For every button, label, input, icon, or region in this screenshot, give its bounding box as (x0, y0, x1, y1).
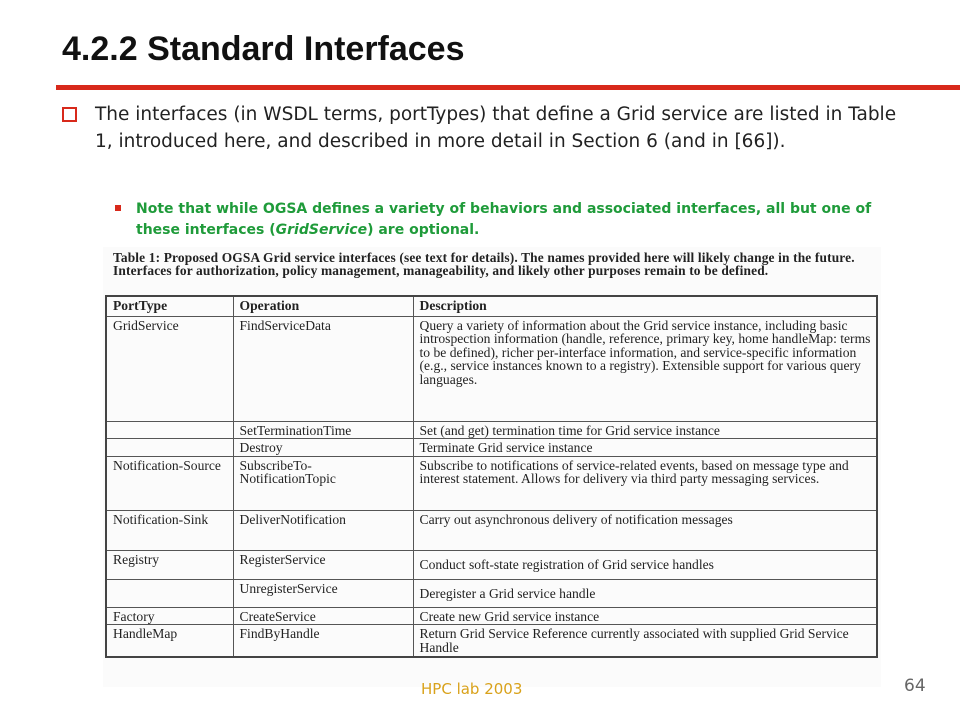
cell-porttype: Notification-Sink (106, 510, 233, 550)
cell-operation: UnregisterService (233, 579, 413, 607)
main-bullet (62, 101, 907, 155)
table-row (106, 456, 877, 510)
cell-operation: SubscribeTo-NotificationTopic (233, 456, 413, 510)
table-header-row (106, 296, 877, 317)
table-row (106, 422, 877, 439)
cell-operation: FindServiceData (233, 317, 413, 422)
table-row (106, 579, 877, 607)
cell-porttype: Factory (106, 607, 233, 624)
cell-description: Terminate Grid service instance (413, 439, 877, 456)
sub-bullet-prefix: Note that while OGSA defines a variety of behaviors and associated interfaces, all but one of these interfaces ( (136, 201, 872, 238)
table-row (106, 607, 877, 624)
cell-description: Deregister a Grid service handle (413, 579, 877, 607)
cell-porttype (106, 579, 233, 607)
checkbox-bullet-icon (62, 107, 77, 122)
cell-operation: DeliverNotification (233, 510, 413, 550)
cell-description: Conduct soft-state registration of Grid service handles (413, 550, 877, 579)
table-row (106, 625, 877, 657)
table-row (106, 510, 877, 550)
header-porttype: PortType (106, 296, 233, 317)
table-row (106, 439, 877, 456)
cell-porttype (106, 439, 233, 456)
cell-operation: FindByHandle (233, 625, 413, 657)
cell-porttype: GridService (106, 317, 233, 422)
square-bullet-icon (115, 205, 121, 211)
page-number: 64 (904, 676, 926, 696)
table-figure (103, 247, 881, 687)
footer-lab-label: HPC lab 2003 (421, 680, 523, 698)
cell-description: Set (and get) termination time for Grid service instance (413, 422, 877, 439)
cell-operation: Destroy (233, 439, 413, 456)
cell-operation: SetTerminationTime (233, 422, 413, 439)
cell-porttype (106, 422, 233, 439)
table-caption: Table 1: Proposed OGSA Grid service interfaces (see text for details). The names provided here will likely change in the future. Interfaces for authorization, policy management, manageability, and likely other purposes remain to be defined. (113, 250, 855, 278)
header-description: Description (413, 296, 877, 317)
cell-description: Create new Grid service instance (413, 607, 877, 624)
sub-bullet-suffix: ) are optional. (367, 222, 480, 238)
cell-porttype: Notification-Source (106, 456, 233, 510)
sub-bullet (115, 199, 895, 241)
cell-operation: RegisterService (233, 550, 413, 579)
table-row (106, 317, 877, 422)
cell-description: Query a variety of information about the Grid service instance, including basic introspection information (handle, reference, primary key, home handleMap: terms to be defined), richer per-interface information, and service-specific information (e.g., service instances known to a registry). Extensible support for various query languages. (413, 317, 877, 422)
porttype-table (105, 295, 878, 658)
main-bullet-text: The interfaces (in WSDL terms, portTypes) that define a Grid service are listed in Table 1, introduced here, and described in more detail in Section 6 (and in [66]). (95, 104, 897, 152)
slide-title: 4.2.2 Standard Interfaces (62, 30, 465, 68)
sub-bullet-emphasis: GridService (275, 222, 368, 238)
table-row (106, 550, 877, 579)
cell-porttype: HandleMap (106, 625, 233, 657)
title-underline (56, 85, 960, 90)
cell-operation: CreateService (233, 607, 413, 624)
sub-bullet-text (136, 199, 895, 241)
cell-description: Return Grid Service Reference currently associated with supplied Grid Service Handle (413, 625, 877, 657)
cell-description: Subscribe to notifications of service-related events, based on message type and interest statement. Allows for delivery via third party messaging services. (413, 456, 877, 510)
cell-porttype: Registry (106, 550, 233, 579)
cell-description: Carry out asynchronous delivery of notification messages (413, 510, 877, 550)
header-operation: Operation (233, 296, 413, 317)
